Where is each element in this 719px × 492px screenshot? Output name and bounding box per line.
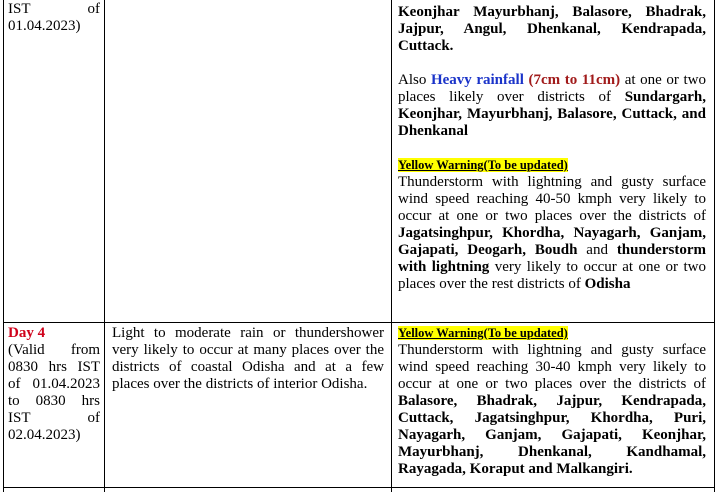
yellow-warning-label: Yellow Warning(To be updated): [398, 158, 568, 172]
row-separator: [3, 322, 715, 323]
day4-yellow-warning-label: Yellow Warning(To be updated): [398, 326, 568, 340]
heavy-rainfall-range: (7cm to 11cm): [528, 72, 621, 88]
day4-validity: (Valid from 0830 hrs IST of 01.04.2023 to 0830 hrs IST of 02.04.2023): [8, 342, 100, 443]
day4-forecast-cell: [112, 325, 384, 393]
table-border-right: [714, 0, 715, 492]
yellow-warning-paragraph: Yellow Warning(To be updated) Thunderstorm with lightning and gusty surface wind speed reaching 40-50 kmph very likely to occur at one or two places over the districts of Jagatsinghpur, Khordha, Nayagarh, Ganjam, Gajapati, Deogarh, Boudh and thunderstorm with lightning very likely to occur at one or two places over the rest districts of Odisha: [398, 158, 706, 292]
prev-day-line-2: 01.04.2023): [8, 18, 81, 34]
thunderstorm-districts: Jagatsinghpur, Khordha, Nayagarh, Ganjam, Gajapati, Deogarh, Boudh: [398, 225, 706, 258]
heavy-rainfall-districts: Sundargarh, Keonjhar, Mayurbhanj, Balasore, Cuttack, and Dhenkanal: [398, 89, 706, 139]
district-list: Keonjhar Mayurbhanj, Balasore, Bhadrak, Jajpur, Angul, Dhenkanal, Kendrapada, Cuttack.: [398, 4, 706, 54]
table-divider-1: [104, 0, 105, 492]
prev-day-line-1: IST of: [8, 1, 100, 17]
heavy-rain-paragraph: Also Heavy rainfall (7cm to 11cm) at one or two places likely over districts of Sundargarh, Keonjhar, Mayurbhanj, Balasore, Cuttack, and Dhenkanal: [398, 72, 707, 139]
day4-thunderstorm-districts: Balasore, Bhadrak, Jajpur, Kendrapada, Cuttack, Jagatsinghpur, Khordha, Puri, Nayagarh, Ganjam, Gajapati, Keonjhar, Mayurbhanj, Dhenkanal, Kandhamal, Rayagada, Koraput and Malkangiri.: [398, 393, 706, 477]
day4-label: Day 4: [8, 325, 46, 341]
day4-cell: [8, 325, 100, 444]
prev-warning-cell: [398, 4, 706, 293]
heavy-rainfall-label: Heavy rainfall: [430, 72, 524, 88]
day4-warning-cell: Yellow Warning(To be updated) Thunderstorm with lightning and gusty surface wind speed reaching 30-40 kmph very likely to occur at one or two places over the districts of Balasore, Bhadrak, Jajpur, Kendrapada, Cuttack, Jagatsinghpur, Khordha, Puri, Nayagarh, Ganjam, Gajapati, Keonjhar, Mayurbhanj, Dhenkanal, Kandhamal, Rayagada, Koraput and Malkangiri.: [398, 326, 706, 477]
day4-forecast-text: Light to moderate rain or thundershower very likely to occur at many places over the districts of coastal Odisha and at a few places over the districts of interior Odisha.: [112, 325, 384, 392]
table-divider-2: [391, 0, 392, 492]
row-separator-bottom: [3, 487, 715, 488]
state-name: Odisha: [584, 276, 631, 292]
table-border-left: [3, 0, 4, 492]
prev-day-cell: [8, 1, 100, 35]
